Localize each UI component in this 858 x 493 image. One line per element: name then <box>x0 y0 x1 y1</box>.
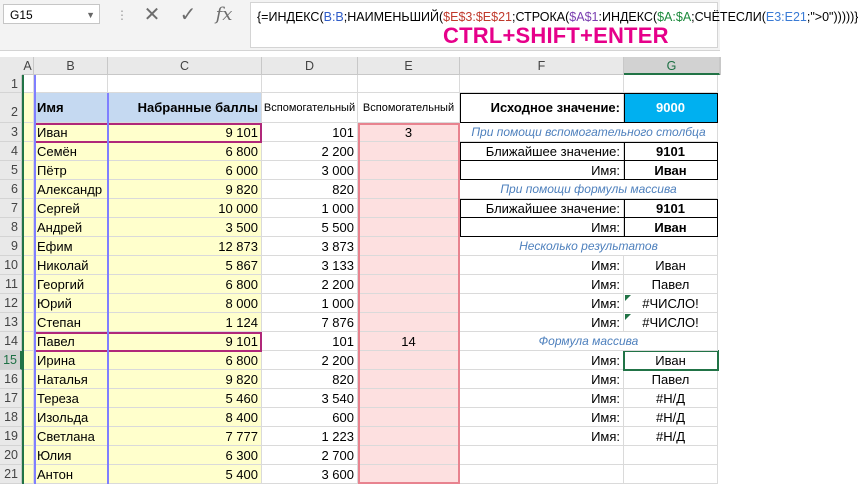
row-header-7[interactable]: 7 <box>0 199 22 218</box>
name-label[interactable]: Имя: <box>460 275 624 294</box>
column-header-end <box>720 57 721 75</box>
row-header-21[interactable]: 21 <box>0 465 22 484</box>
helper-e-cell[interactable] <box>358 351 460 370</box>
header-score[interactable]: Набранные баллы <box>108 93 262 123</box>
select-all-corner[interactable] <box>0 57 23 76</box>
grid-cell[interactable] <box>22 161 34 180</box>
grid-cell[interactable] <box>22 275 34 294</box>
score-cell[interactable]: 9 820 <box>108 180 262 199</box>
header-helper-d[interactable]: Вспомогательный <box>262 93 358 123</box>
helper-e-cell[interactable] <box>358 313 460 332</box>
grid-cell[interactable] <box>624 75 718 93</box>
score-cell[interactable]: 6 000 <box>108 161 262 180</box>
helper-e-cell[interactable] <box>358 180 460 199</box>
score-cell[interactable]: 6 300 <box>108 446 262 465</box>
multi-result-value[interactable]: Иван <box>624 256 718 275</box>
helper-e-cell[interactable] <box>358 275 460 294</box>
helper-e-cell[interactable] <box>358 446 460 465</box>
helper-d-cell[interactable]: 1 000 <box>262 199 358 218</box>
name-label[interactable]: Имя: <box>460 161 624 180</box>
grid-cell[interactable] <box>22 408 34 427</box>
formula-part: B:B <box>323 10 344 24</box>
row-header-9[interactable]: 9 <box>0 237 22 256</box>
helper-e-cell[interactable] <box>358 370 460 389</box>
name-value[interactable]: Иван <box>624 161 718 180</box>
formula-part: ;СТРОКА( <box>511 10 570 24</box>
nearest-label[interactable]: Ближайшее значение: <box>460 199 624 218</box>
row-header-3[interactable]: 3 <box>0 123 22 142</box>
name-box[interactable] <box>3 4 100 24</box>
row-header-13[interactable]: 13 <box>0 313 22 332</box>
name-cell[interactable]: Андрей <box>34 218 108 237</box>
name-label[interactable]: Имя: <box>460 256 624 275</box>
grid-cell[interactable] <box>624 465 718 484</box>
grid-cell[interactable] <box>22 218 34 237</box>
row-header-2[interactable]: 2 <box>0 93 22 123</box>
grid-cell[interactable] <box>22 93 34 123</box>
score-cell[interactable]: 9 820 <box>108 370 262 389</box>
name-cell[interactable]: Ирина <box>34 351 108 370</box>
source-value[interactable]: 9000 <box>624 93 718 123</box>
array-result-value[interactable]: Иван <box>624 351 718 370</box>
helper-d-cell[interactable]: 2 700 <box>262 446 358 465</box>
name-cell[interactable]: Наталья <box>34 370 108 389</box>
score-cell[interactable]: 6 800 <box>108 275 262 294</box>
helper-d-cell[interactable]: 3 600 <box>262 465 358 484</box>
helper-e-cell[interactable]: 14 <box>358 332 460 351</box>
helper-e-cell[interactable] <box>358 465 460 484</box>
section-title-array: При помощи формулы массива <box>460 180 718 199</box>
shortcut-hint: CTRL+SHIFT+ENTER <box>443 23 669 48</box>
grid-cell[interactable] <box>262 75 358 93</box>
section-title-array-formula: Формула массива <box>460 332 718 351</box>
formula-part: $A:$A <box>657 10 692 24</box>
name-label[interactable]: Имя: <box>460 408 624 427</box>
name-label[interactable]: Имя: <box>460 313 624 332</box>
source-label[interactable]: Исходное значение: <box>460 93 624 123</box>
enter-check-icon[interactable]: ✓ <box>179 4 197 26</box>
helper-d-cell[interactable]: 600 <box>262 408 358 427</box>
grid-cell[interactable] <box>22 237 34 256</box>
insert-function-icon[interactable]: fx <box>215 4 233 25</box>
name-cell[interactable]: Юлия <box>34 446 108 465</box>
chevron-down-icon[interactable]: ▼ <box>86 10 95 20</box>
row-header-8[interactable]: 8 <box>0 218 22 237</box>
name-label[interactable]: Имя: <box>460 294 624 313</box>
column-header-g[interactable]: G <box>624 57 720 75</box>
header-helper-e[interactable]: Вспомогательный <box>358 93 460 123</box>
formula-part: ;">0")))))} <box>806 10 858 24</box>
name-cell[interactable]: Николай <box>34 256 108 275</box>
name-label[interactable]: Имя: <box>460 351 624 370</box>
helper-e-cell[interactable] <box>358 427 460 446</box>
name-cell[interactable]: Георгий <box>34 275 108 294</box>
score-cell[interactable]: 5 867 <box>108 256 262 275</box>
score-cell[interactable]: 6 800 <box>108 351 262 370</box>
formula-part: :ИНДЕКС( <box>598 10 658 24</box>
grid-cell[interactable] <box>22 75 34 93</box>
column-header-b[interactable]: B <box>34 57 108 75</box>
grid-cell[interactable] <box>22 389 34 408</box>
error-indicator-icon[interactable] <box>625 295 631 301</box>
name-cell[interactable]: Светлана <box>34 427 108 446</box>
column-header-d[interactable]: D <box>262 57 358 75</box>
multi-result-value[interactable]: #ЧИСЛО! <box>624 294 718 313</box>
formula-input[interactable] <box>250 2 858 48</box>
name-cell[interactable]: Тереза <box>34 389 108 408</box>
score-cell[interactable]: 7 777 <box>108 427 262 446</box>
formula-part: ;НАИМЕНЬШИЙ( <box>343 10 444 24</box>
name-cell[interactable]: Павел <box>34 332 108 351</box>
section-title-multi: Несколько результатов <box>460 237 718 256</box>
row-header-4[interactable]: 4 <box>0 142 22 161</box>
row-header-5[interactable]: 5 <box>0 161 22 180</box>
name-value[interactable]: Иван <box>624 218 718 237</box>
grid-cell[interactable] <box>22 370 34 389</box>
separator-icon: ⋮ <box>116 8 128 22</box>
grid-cell[interactable] <box>22 142 34 161</box>
array-result-value[interactable]: #Н/Д <box>624 389 718 408</box>
helper-e-cell[interactable] <box>358 389 460 408</box>
score-cell[interactable]: 10 000 <box>108 199 262 218</box>
name-cell[interactable]: Юрий <box>34 294 108 313</box>
score-cell[interactable]: 5 460 <box>108 389 262 408</box>
helper-e-cell[interactable] <box>358 408 460 427</box>
row-header-18[interactable]: 18 <box>0 408 22 427</box>
name-cell[interactable]: Ефим <box>34 237 108 256</box>
grid-cell[interactable] <box>22 351 34 370</box>
helper-d-cell[interactable]: 2 200 <box>262 142 358 161</box>
helper-d-cell[interactable]: 7 876 <box>262 313 358 332</box>
row-header-16[interactable]: 16 <box>0 370 22 389</box>
score-cell[interactable]: 8 000 <box>108 294 262 313</box>
grid-cell[interactable] <box>460 75 624 93</box>
score-cell[interactable]: 8 400 <box>108 408 262 427</box>
helper-d-cell[interactable]: 101 <box>262 123 358 142</box>
grid-cell[interactable] <box>22 199 34 218</box>
row-header-11[interactable]: 11 <box>0 275 22 294</box>
score-cell[interactable]: 9 101 <box>108 123 262 142</box>
score-cell[interactable]: 1 124 <box>108 313 262 332</box>
grid-cell[interactable] <box>460 446 624 465</box>
helper-e-cell[interactable]: 3 <box>358 123 460 142</box>
grid-cell[interactable] <box>22 446 34 465</box>
grid-cell[interactable] <box>22 180 34 199</box>
helper-d-cell[interactable]: 101 <box>262 332 358 351</box>
grid-cell[interactable] <box>22 313 34 332</box>
name-cell[interactable]: Сергей <box>34 199 108 218</box>
column-header-c[interactable]: C <box>108 57 262 75</box>
score-cell[interactable]: 5 400 <box>108 465 262 484</box>
column-header-e[interactable]: E <box>358 57 460 75</box>
name-label[interactable]: Имя: <box>460 218 624 237</box>
grid-cell[interactable] <box>460 465 624 484</box>
helper-d-cell[interactable]: 2 200 <box>262 351 358 370</box>
array-result-value[interactable]: #Н/Д <box>624 408 718 427</box>
grid-cell[interactable] <box>624 446 718 465</box>
nearest-value[interactable]: 9101 <box>624 142 718 161</box>
row-header-20[interactable]: 20 <box>0 446 22 465</box>
grid-cell[interactable] <box>22 465 34 484</box>
helper-d-cell[interactable]: 2 200 <box>262 275 358 294</box>
name-label[interactable]: Имя: <box>460 389 624 408</box>
multi-result-value[interactable]: #ЧИСЛО! <box>624 313 718 332</box>
formula-part: $E$3:$E$21 <box>443 10 512 24</box>
helper-e-cell[interactable] <box>358 142 460 161</box>
formula-bar <box>0 0 858 51</box>
helper-d-cell[interactable]: 820 <box>262 370 358 389</box>
row-header-12[interactable]: 12 <box>0 294 22 313</box>
score-cell[interactable]: 9 101 <box>108 332 262 351</box>
grid-cell[interactable] <box>22 256 34 275</box>
row-header-17[interactable]: 17 <box>0 389 22 408</box>
helper-d-cell[interactable]: 1 000 <box>262 294 358 313</box>
grid-cell[interactable] <box>22 332 34 351</box>
name-cell[interactable]: Александр <box>34 180 108 199</box>
name-cell[interactable]: Антон <box>34 465 108 484</box>
score-cell[interactable]: 6 800 <box>108 142 262 161</box>
array-result-value[interactable]: Павел <box>624 370 718 389</box>
name-cell[interactable]: Степан <box>34 313 108 332</box>
helper-e-cell[interactable] <box>358 199 460 218</box>
formula-part: {=ИНДЕКС( <box>257 10 324 24</box>
formula-part: E3:E21 <box>765 10 807 24</box>
row-header-10[interactable]: 10 <box>0 256 22 275</box>
name-cell[interactable]: Изольда <box>34 408 108 427</box>
formula-part: $A$1 <box>569 10 599 24</box>
name-cell[interactable]: Иван <box>34 123 108 142</box>
row-header-15[interactable]: 15 <box>0 351 22 370</box>
column-header-a[interactable]: A <box>22 57 34 75</box>
row-header-6[interactable]: 6 <box>0 180 22 199</box>
score-cell[interactable]: 12 873 <box>108 237 262 256</box>
array-result-value[interactable]: #Н/Д <box>624 427 718 446</box>
grid-cell[interactable] <box>22 294 34 313</box>
name-label[interactable]: Имя: <box>460 427 624 446</box>
helper-e-cell[interactable] <box>358 237 460 256</box>
name-cell[interactable]: Пётр <box>34 161 108 180</box>
nearest-value[interactable]: 9101 <box>624 199 718 218</box>
score-cell[interactable]: 3 500 <box>108 218 262 237</box>
header-name[interactable]: Имя <box>34 93 108 123</box>
helper-d-cell[interactable]: 1 223 <box>262 427 358 446</box>
helper-d-cell[interactable]: 820 <box>262 180 358 199</box>
helper-d-cell[interactable]: 3 133 <box>262 256 358 275</box>
row-header-1[interactable]: 1 <box>0 75 22 93</box>
grid-cell[interactable] <box>22 427 34 446</box>
grid-cell[interactable] <box>108 75 262 93</box>
grid-cell[interactable] <box>22 123 34 142</box>
helper-d-cell[interactable]: 3 873 <box>262 237 358 256</box>
helper-d-cell[interactable]: 5 500 <box>262 218 358 237</box>
name-cell[interactable]: Семён <box>34 142 108 161</box>
formula-part: ;СЧЁТЕСЛИ( <box>691 10 766 24</box>
helper-e-cell[interactable] <box>358 294 460 313</box>
nearest-label[interactable]: Ближайшее значение: <box>460 142 624 161</box>
column-header-f[interactable]: F <box>460 57 624 75</box>
helper-d-cell[interactable]: 3 000 <box>262 161 358 180</box>
grid-cell[interactable] <box>358 75 460 93</box>
helper-d-cell[interactable]: 3 540 <box>262 389 358 408</box>
name-box-value: G15 <box>10 8 33 22</box>
helper-e-cell[interactable] <box>358 161 460 180</box>
error-indicator-icon[interactable] <box>625 314 631 320</box>
helper-e-cell[interactable] <box>358 218 460 237</box>
multi-result-value[interactable]: Павел <box>624 275 718 294</box>
cancel-icon[interactable]: ✕ <box>143 4 161 26</box>
name-label[interactable]: Имя: <box>460 370 624 389</box>
row-header-19[interactable]: 19 <box>0 427 22 446</box>
row-header-14[interactable]: 14 <box>0 332 22 351</box>
grid-cell[interactable] <box>34 75 108 93</box>
section-title-helper: При помощи вспомогательного столбца <box>460 123 718 142</box>
helper-e-cell[interactable] <box>358 256 460 275</box>
